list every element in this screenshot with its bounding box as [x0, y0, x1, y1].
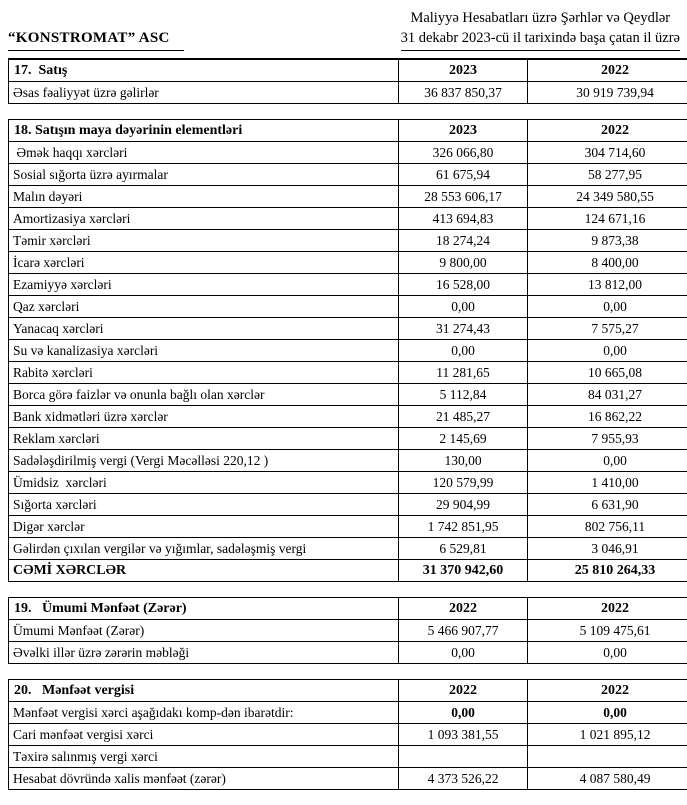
table-row [9, 642, 687, 664]
table-row [9, 406, 687, 428]
row-label: Rabitə xərcləri [9, 362, 399, 384]
row-value-col2: 0,00 [528, 702, 687, 724]
row-value-col2: 802 756,11 [528, 516, 687, 538]
section-table [8, 679, 687, 790]
row-value-col2: 3 046,91 [528, 538, 687, 560]
year-column-2-header: 2022 [528, 598, 687, 620]
row-label: Əsas fəaliyyət üzrə gəlirlər [9, 82, 399, 104]
row-value-col1: 31 274,43 [399, 318, 528, 340]
year-column-1-header: 2022 [399, 680, 528, 702]
section-title: 18. Satışın maya dəyərinin elementləri [9, 120, 399, 142]
row-label: Su və kanalizasiya xərcləri [9, 340, 399, 362]
row-value-col2: 0,00 [528, 296, 687, 318]
table-row [9, 142, 687, 164]
row-label: Amortizasiya xərcləri [9, 208, 399, 230]
row-value-col2: 25 810 264,33 [528, 560, 687, 582]
row-value-col2: 304 714,60 [528, 142, 687, 164]
table-row [9, 560, 687, 582]
row-label: Yanacaq xərcləri [9, 318, 399, 340]
document-title-line1: Maliyyə Hesabatları üzrə Şərhlər və Qeydlər [410, 10, 671, 26]
section-header-row [9, 120, 687, 142]
row-value-col1: 2 145,69 [399, 428, 528, 450]
row-value-col2: 13 812,00 [528, 274, 687, 296]
row-value-col1: 0,00 [399, 702, 528, 724]
row-value-col2 [528, 746, 687, 768]
row-value-col2: 24 349 580,55 [528, 186, 687, 208]
row-value-col2: 10 665,08 [528, 362, 687, 384]
table-row [9, 164, 687, 186]
row-value-col1 [399, 746, 528, 768]
section-title: 20. Mənfəət vergisi [9, 680, 399, 702]
table-row [9, 538, 687, 560]
row-label: Cari mənfəət vergisi xərci [9, 724, 399, 746]
row-label: Təxirə salınmış vergi xərci [9, 746, 399, 768]
row-label: Mənfəət vergisi xərci aşağıdakı komp-dən ibarətdir: [9, 702, 399, 724]
row-value-col2: 4 087 580,49 [528, 768, 687, 790]
table-row [9, 252, 687, 274]
row-value-col2: 16 862,22 [528, 406, 687, 428]
row-value-col1: 326 066,80 [399, 142, 528, 164]
row-value-col2: 6 631,90 [528, 494, 687, 516]
table-row [9, 620, 687, 642]
section-table [8, 58, 687, 104]
row-value-col1: 0,00 [399, 642, 528, 664]
row-label: Əvəlki illər üzrə zərərin məbləği [9, 642, 399, 664]
row-label: Qaz xərcləri [9, 296, 399, 318]
company-name: “KONSTROMAT” ASC [8, 30, 184, 51]
row-label: Malın dəyəri [9, 186, 399, 208]
row-value-col1: 4 373 526,22 [399, 768, 528, 790]
row-label: Əmək haqqı xərcləri [9, 142, 399, 164]
row-value-col2: 7 575,27 [528, 318, 687, 340]
table-row [9, 274, 687, 296]
section-table [8, 597, 687, 664]
document-header [8, 8, 680, 51]
document-title-line2: 31 dekabr 2023-cü il tarixində başa çatan il üzrə [401, 28, 680, 51]
row-label: Hesabat dövründə xalis mənfəət (zərər) [9, 768, 399, 790]
table-row [9, 208, 687, 230]
row-value-col2: 1 410,00 [528, 472, 687, 494]
row-value-col1: 9 800,00 [399, 252, 528, 274]
row-value-col2: 0,00 [528, 450, 687, 472]
row-value-col2: 0,00 [528, 340, 687, 362]
table-row [9, 702, 687, 724]
row-value-col1: 1 093 381,55 [399, 724, 528, 746]
table-row [9, 340, 687, 362]
row-label: Ümidsiz xərcləri [9, 472, 399, 494]
table-row [9, 384, 687, 406]
row-value-col2: 5 109 475,61 [528, 620, 687, 642]
row-value-col2: 1 021 895,12 [528, 724, 687, 746]
row-value-col1: 0,00 [399, 296, 528, 318]
row-label: CƏMİ XƏRCLƏR [9, 560, 399, 582]
row-value-col2: 9 873,38 [528, 230, 687, 252]
row-value-col1: 1 742 851,95 [399, 516, 528, 538]
row-label: Təmir xərcləri [9, 230, 399, 252]
row-value-col2: 84 031,27 [528, 384, 687, 406]
table-row [9, 428, 687, 450]
year-column-1-header: 2023 [399, 120, 528, 142]
section-header-row [9, 598, 687, 620]
section-header-row [9, 680, 687, 702]
row-label: Sığorta xərcləri [9, 494, 399, 516]
row-value-col2: 0,00 [528, 642, 687, 664]
row-value-col1: 28 553 606,17 [399, 186, 528, 208]
row-value-col1: 21 485,27 [399, 406, 528, 428]
table-row [9, 82, 687, 104]
table-row [9, 450, 687, 472]
row-value-col1: 130,00 [399, 450, 528, 472]
row-value-col1: 18 274,24 [399, 230, 528, 252]
row-value-col1: 11 281,65 [399, 362, 528, 384]
year-column-2-header: 2022 [528, 59, 687, 82]
table-row [9, 362, 687, 384]
table-row [9, 768, 687, 790]
section-title: 19. Ümumi Mənfəət (Zərər) [9, 598, 399, 620]
row-label: Sosial sığorta üzrə ayırmalar [9, 164, 399, 186]
table-row [9, 230, 687, 252]
row-label: İcarə xərcləri [9, 252, 399, 274]
row-value-col1: 5 112,84 [399, 384, 528, 406]
row-label: Ümumi Mənfəət (Zərər) [9, 620, 399, 642]
row-label: Sadələşdirilmiş vergi (Vergi Məcəlləsi 220,12 ) [9, 450, 399, 472]
sections-container [8, 58, 680, 790]
row-label: Bank xidmətləri üzrə xərclər [9, 406, 399, 428]
row-value-col2: 7 955,93 [528, 428, 687, 450]
row-value-col1: 120 579,99 [399, 472, 528, 494]
table-row [9, 318, 687, 340]
table-row [9, 746, 687, 768]
row-value-col1: 0,00 [399, 340, 528, 362]
year-column-2-header: 2022 [528, 680, 687, 702]
row-value-col2: 124 671,16 [528, 208, 687, 230]
row-label: Borca görə faizlər və onunla bağlı olan xərclər [9, 384, 399, 406]
table-row [9, 186, 687, 208]
row-value-col1: 61 675,94 [399, 164, 528, 186]
table-row [9, 724, 687, 746]
table-row [9, 472, 687, 494]
row-value-col1: 413 694,83 [399, 208, 528, 230]
row-value-col1: 36 837 850,37 [399, 82, 528, 104]
row-value-col1: 31 370 942,60 [399, 560, 528, 582]
row-label: Digər xərclər [9, 516, 399, 538]
row-value-col1: 5 466 907,77 [399, 620, 528, 642]
row-value-col1: 6 529,81 [399, 538, 528, 560]
section-table [8, 119, 687, 582]
table-row [9, 516, 687, 538]
year-column-2-header: 2022 [528, 120, 687, 142]
row-value-col1: 29 904,99 [399, 494, 528, 516]
row-label: Gəlirdən çıxılan vergilər və yığımlar, sadələşmiş vergi [9, 538, 399, 560]
row-label: Reklam xərcləri [9, 428, 399, 450]
row-value-col2: 8 400,00 [528, 252, 687, 274]
row-value-col2: 30 919 739,94 [528, 82, 687, 104]
document-title [401, 8, 680, 51]
year-column-1-header: 2023 [399, 59, 528, 82]
section-title: 17. Satış [9, 59, 399, 82]
section-header-row [9, 59, 687, 82]
year-column-1-header: 2022 [399, 598, 528, 620]
row-value-col2: 58 277,95 [528, 164, 687, 186]
table-row [9, 494, 687, 516]
row-label: Ezamiyyə xərcləri [9, 274, 399, 296]
row-value-col1: 16 528,00 [399, 274, 528, 296]
table-row [9, 296, 687, 318]
